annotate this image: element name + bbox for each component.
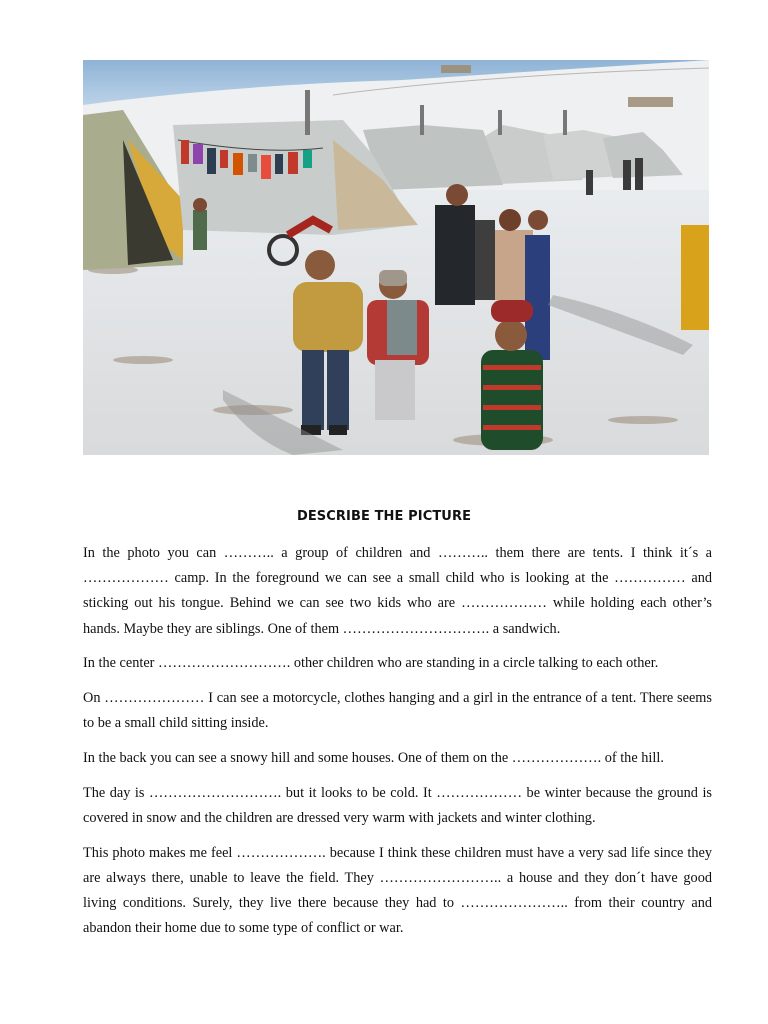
- paragraph-2: In the center ………………………. other children who are standing in a circle talking to each other.: [83, 655, 659, 672]
- paragraph-3: On ………………… I can see a motorcycle, clothes hanging and a girl in the entrance of a tent. There seems to be a small child sitting inside.: [83, 690, 712, 732]
- worksheet-title: DESCRIBE THE PICTURE: [296, 509, 472, 524]
- paragraph-5: The day is ………………………. but it looks to be cold. It ……………… be winter because the ground is covered in snow and the children are dressed very warm with jackets and winter clothing.: [83, 784, 712, 826]
- refugee-camp-photo: [83, 60, 709, 455]
- paragraph-1: In the photo you can ……….. a group of children and ……….. them there are tents. I think it´s a ……………… camp. In the foreground we can see a small child who is looking at the …………… and sticking out his tongue. Behind we can see two kids who are ……………… while holding each other’s hands. Maybe they are siblings. One of them …………………………. a sandwich.: [83, 545, 712, 637]
- worksheet-body: [83, 541, 712, 951]
- paragraph-4: In the back you can see a snowy hill and some houses. One of them on the ………………. of the hill.: [83, 749, 664, 766]
- paragraph-6: This photo makes me feel ………………. because I think these children must have a very sad life since they are always there, unable to leave the field. They …………………….. a house and they don´t have good living conditions. Surely, they live there because they had to ………………….. from their country and abandon their home due to some type of conflict or war.: [83, 844, 712, 937]
